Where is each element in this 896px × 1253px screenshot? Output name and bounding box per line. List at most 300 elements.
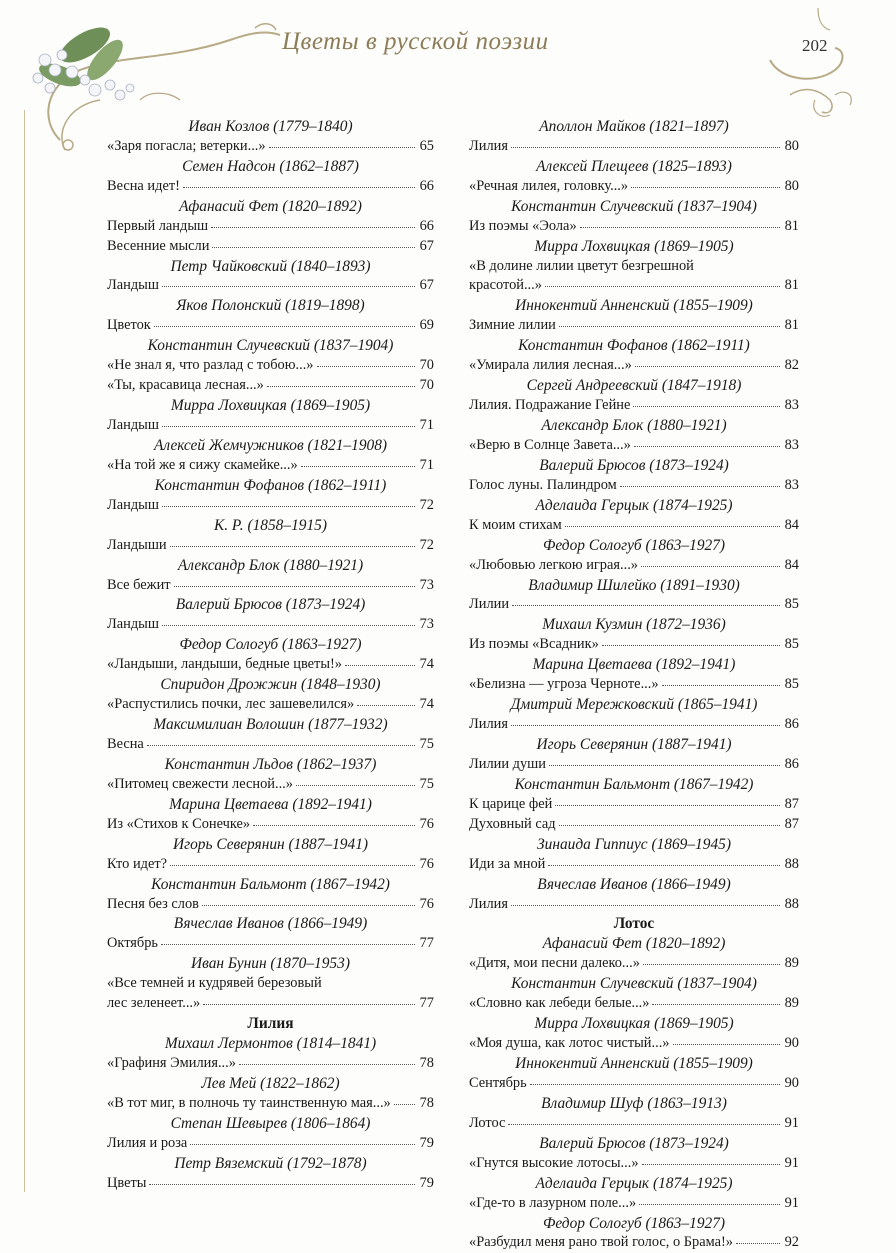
entry-page-number: 67: [418, 276, 434, 296]
dot-leader: [162, 426, 415, 427]
toc-author: [469, 197, 799, 217]
toc-entry: [107, 217, 434, 237]
toc-author: [469, 695, 799, 715]
entry-page-number: 83: [783, 436, 799, 456]
author-name: Афанасий Фет (1820–1892): [543, 934, 726, 954]
toc-entry: [469, 137, 799, 157]
toc-entry: [107, 1054, 434, 1074]
dot-leader: [267, 386, 415, 387]
dot-leader: [212, 247, 415, 248]
toc-author: [107, 1074, 434, 1094]
entry-page-number: 87: [783, 815, 799, 835]
dot-leader: [580, 227, 780, 228]
dot-leader: [269, 147, 415, 148]
running-header-title: Цветы в русской поэзии: [282, 28, 549, 56]
toc-author: [469, 655, 799, 675]
entry-page-number: 74: [418, 695, 434, 715]
toc-entry: [469, 1114, 799, 1134]
toc-section-heading: [107, 1014, 434, 1034]
author-name: Мирра Лохвицкая (1869–1905): [534, 237, 733, 257]
toc-author: [107, 516, 434, 536]
toc-entry: [107, 775, 434, 795]
entry-title: «Заря погасла; ветерки...»: [107, 137, 266, 157]
entry-title: Из «Стихов к Сонечке»: [107, 815, 250, 835]
toc-entry: [107, 237, 434, 257]
entry-title: Из поэмы «Всадник»: [469, 635, 599, 655]
entry-title: К царице фей: [469, 795, 552, 815]
toc-author: [107, 257, 434, 277]
entry-title: «На той же я сижу скамейке...»: [107, 456, 298, 476]
entry-page-number: 86: [783, 755, 799, 775]
toc-entry: [469, 217, 799, 237]
entry-title: лес зеленеет...»: [107, 994, 200, 1014]
dot-leader: [239, 1064, 415, 1065]
author-name: Валерий Брюсов (1873–1924): [539, 456, 729, 476]
toc-entry: [107, 695, 434, 715]
toc-entry-continued: [107, 974, 434, 994]
entry-page-number: 81: [783, 276, 799, 296]
entry-title: Зимние лилии: [469, 316, 556, 336]
entry-page-number: 81: [783, 217, 799, 237]
toc-author: [107, 476, 434, 496]
author-name: Константин Бальмонт (1867–1942): [151, 875, 390, 895]
author-name: Валерий Брюсов (1873–1924): [176, 595, 366, 615]
entry-page-number: 83: [783, 396, 799, 416]
entry-page-number: 74: [418, 655, 434, 675]
dot-leader: [211, 227, 415, 228]
entry-title: Сентябрь: [469, 1074, 527, 1094]
author-name: Владимир Шилейко (1891–1930): [528, 576, 740, 596]
entry-page-number: 66: [418, 217, 434, 237]
entry-page-number: 87: [783, 795, 799, 815]
toc-author: [469, 416, 799, 436]
author-name: Иннокентий Анненский (1855–1909): [515, 1054, 753, 1074]
toc-entry: [107, 456, 434, 476]
toc-author: [107, 715, 434, 735]
toc-entry: [469, 795, 799, 815]
entry-title: Весенние мысли: [107, 237, 209, 257]
entry-title: «Не знал я, что разлад с тобою...»: [107, 356, 314, 376]
entry-title: «Где-то в лазурном поле...»: [469, 1194, 636, 1214]
entry-title: «Умирала лилия лесная...»: [469, 356, 632, 376]
entry-title: Духовный сад: [469, 815, 556, 835]
toc-author: [107, 755, 434, 775]
entry-title: Октябрь: [107, 934, 158, 954]
toc-entry: [107, 316, 434, 336]
entry-title: «Верю в Солнце Завета...»: [469, 436, 631, 456]
dot-leader: [170, 865, 415, 866]
toc-entry: [107, 536, 434, 556]
entry-page-number: 90: [783, 1074, 799, 1094]
author-name: Иван Козлов (1779–1840): [188, 117, 352, 137]
entry-page-number: 80: [783, 177, 799, 197]
entry-page-number: 67: [418, 237, 434, 257]
entry-title: «В долине лилии цветут безгрешной: [469, 257, 799, 277]
dot-leader: [530, 1084, 780, 1085]
author-name: Вячеслав Иванов (1866–1949): [537, 875, 730, 895]
entry-page-number: 83: [783, 476, 799, 496]
entry-title: «Гнутся высокие лотосы...»: [469, 1154, 639, 1174]
author-name: Алексей Жемчужников (1821–1908): [154, 436, 387, 456]
entry-page-number: 90: [783, 1034, 799, 1054]
dot-leader: [673, 1044, 781, 1045]
dot-leader: [662, 685, 780, 686]
author-name: Аделаида Герцык (1874–1925): [536, 1174, 733, 1194]
author-name: Иннокентий Анненский (1855–1909): [515, 296, 753, 316]
entry-page-number: 80: [783, 137, 799, 157]
entry-page-number: 92: [783, 1233, 799, 1253]
dot-leader: [190, 1144, 415, 1145]
toc-author: [469, 934, 799, 954]
entry-title: Лилия и роза: [107, 1134, 187, 1154]
author-name: Константин Фофанов (1862–1911): [155, 476, 387, 496]
author-name: Владимир Шуф (1863–1913): [541, 1094, 727, 1114]
toc-author: [107, 875, 434, 895]
toc-entry: [107, 934, 434, 954]
toc-entry: [469, 1234, 799, 1253]
entry-page-number: 73: [418, 615, 434, 635]
entry-page-number: 84: [783, 556, 799, 576]
toc-author: [469, 775, 799, 795]
dot-leader: [511, 905, 780, 906]
entry-title: «Ты, красавица лесная...»: [107, 376, 264, 396]
entry-title: Лилия: [469, 137, 508, 157]
toc-author: [469, 536, 799, 556]
entry-title: Лотос: [469, 1114, 505, 1134]
entry-page-number: 84: [783, 516, 799, 536]
dot-leader: [633, 406, 780, 407]
toc-author: [469, 456, 799, 476]
dot-leader: [149, 1184, 415, 1185]
toc-entry: [469, 815, 799, 835]
dot-leader: [736, 1243, 780, 1244]
entry-title: «Разбудил меня рано твой голос, о Брама!»: [469, 1233, 733, 1253]
entry-page-number: 82: [783, 356, 799, 376]
entry-page-number: 88: [783, 855, 799, 875]
toc-author: [107, 296, 434, 316]
dot-leader: [203, 1004, 415, 1005]
dot-leader: [154, 326, 415, 327]
section-title: Лилия: [247, 1014, 293, 1034]
entry-page-number: 77: [418, 994, 434, 1014]
author-name: Игорь Северянин (1887–1941): [173, 835, 368, 855]
page-number: 202: [802, 36, 828, 56]
toc-author: [469, 157, 799, 177]
toc-author: [469, 1174, 799, 1194]
entry-page-number: 79: [418, 1174, 434, 1194]
author-name: Мирра Лохвицкая (1869–1905): [171, 396, 370, 416]
entry-title: Ландыш: [107, 496, 159, 516]
author-name: Петр Чайковский (1840–1893): [171, 257, 371, 277]
entry-title: красотой...»: [469, 276, 542, 296]
margin-rule: [24, 110, 25, 1192]
entry-title: Ландыш: [107, 615, 159, 635]
dot-leader: [301, 466, 415, 467]
entry-page-number: 77: [418, 934, 434, 954]
author-name: Аполлон Майков (1821–1897): [539, 117, 729, 137]
toc-entry: [469, 436, 799, 456]
toc-author: [107, 1114, 434, 1134]
entry-title: Лилия. Подражание Гейне: [469, 396, 630, 416]
section-title: Лотос: [614, 914, 654, 934]
dot-leader: [639, 1204, 780, 1205]
entry-title: «Распустились почки, лес зашевелился»: [107, 695, 354, 715]
toc-author: [469, 496, 799, 516]
toc-section-heading: [469, 915, 799, 935]
toc-column-left: [107, 117, 434, 1194]
author-name: Марина Цветаева (1892–1941): [169, 795, 372, 815]
toc-author: [107, 795, 434, 815]
toc-entry: [107, 994, 434, 1014]
entry-page-number: 89: [783, 954, 799, 974]
toc-author: [469, 376, 799, 396]
dot-leader: [631, 187, 780, 188]
entry-page-number: 72: [418, 536, 434, 556]
entry-title: Кто идет?: [107, 855, 167, 875]
dot-leader: [394, 1104, 415, 1105]
entry-title: «В тот миг, в полночь ту таинственную мая...»: [107, 1094, 391, 1114]
entry-title: «Любовью легкою играя...»: [469, 556, 638, 576]
dot-leader: [317, 366, 416, 367]
dot-leader: [174, 586, 415, 587]
author-name: Сергей Андреевский (1847–1918): [527, 376, 742, 396]
entry-page-number: 78: [418, 1094, 434, 1114]
entry-title: «Графиня Эмилия...»: [107, 1054, 236, 1074]
dot-leader: [641, 566, 780, 567]
toc-entry: [107, 1094, 434, 1114]
author-name: Мирра Лохвицкая (1869–1905): [534, 1014, 733, 1034]
dot-leader: [147, 745, 415, 746]
dot-leader: [652, 1004, 780, 1005]
dot-leader: [634, 446, 780, 447]
author-name: Петр Вяземский (1792–1878): [174, 1154, 366, 1174]
author-name: Валерий Брюсов (1873–1924): [539, 1134, 729, 1154]
entry-title: Лилия: [469, 895, 508, 915]
dot-leader: [162, 286, 415, 287]
entry-title: Ландыши: [107, 536, 167, 556]
entry-title: Иди за мной: [469, 855, 545, 875]
toc-author: [107, 675, 434, 695]
toc-author: [469, 1014, 799, 1034]
toc-entry: [469, 476, 799, 496]
entry-title: Лилии: [469, 595, 509, 615]
author-name: Аделаида Герцык (1874–1925): [536, 496, 733, 516]
author-name: Яков Полонский (1819–1898): [176, 296, 364, 316]
entry-page-number: 66: [418, 177, 434, 197]
author-name: Константин Льдов (1862–1937): [165, 755, 377, 775]
toc-entry: [469, 895, 799, 915]
toc-entry: [469, 1034, 799, 1054]
entry-title: Лилии души: [469, 755, 546, 775]
toc-author: [469, 1214, 799, 1234]
toc-entry: [469, 596, 799, 616]
entry-title: Песня без слов: [107, 895, 199, 915]
toc-author: [469, 735, 799, 755]
toc-author: [469, 974, 799, 994]
entry-page-number: 79: [418, 1134, 434, 1154]
entry-page-number: 72: [418, 496, 434, 516]
toc-author: [107, 157, 434, 177]
toc-entry: [107, 855, 434, 875]
entry-page-number: 88: [783, 895, 799, 915]
entry-page-number: 75: [418, 775, 434, 795]
dot-leader: [549, 765, 780, 766]
entry-title: Весна: [107, 735, 144, 755]
author-name: Дмитрий Мережковский (1865–1941): [511, 695, 758, 715]
entry-page-number: 71: [418, 456, 434, 476]
toc-author: [469, 875, 799, 895]
toc-entry: [469, 755, 799, 775]
author-name: Александр Блок (1880–1921): [178, 556, 363, 576]
dot-leader: [643, 964, 780, 965]
toc-author: [107, 954, 434, 974]
author-name: Степан Шевырев (1806–1864): [171, 1114, 371, 1134]
dot-leader: [511, 725, 780, 726]
dot-leader: [642, 1164, 780, 1165]
toc-author: [469, 336, 799, 356]
entry-page-number: 69: [418, 316, 434, 336]
toc-entry: [107, 376, 434, 396]
author-name: Константин Случевский (1837–1904): [511, 974, 757, 994]
toc-author: [107, 1034, 434, 1054]
entry-title: Голос луны. Палиндром: [469, 476, 617, 496]
toc-entry: [107, 356, 434, 376]
toc-entry: [107, 655, 434, 675]
author-name: Зинаида Гиппиус (1869–1945): [537, 835, 731, 855]
dot-leader: [202, 905, 415, 906]
entry-page-number: 91: [783, 1194, 799, 1214]
entry-page-number: 85: [783, 635, 799, 655]
dot-leader: [253, 825, 415, 826]
dot-leader: [511, 147, 780, 148]
toc-entry: [469, 855, 799, 875]
toc-entry: [469, 954, 799, 974]
author-name: Лев Мей (1822–1862): [201, 1074, 339, 1094]
toc-entry: [107, 1134, 434, 1154]
entry-page-number: 91: [783, 1114, 799, 1134]
entry-page-number: 76: [418, 815, 434, 835]
dot-leader: [559, 825, 780, 826]
dot-leader: [635, 366, 780, 367]
author-name: Константин Случевский (1837–1904): [511, 197, 757, 217]
author-name: Михаил Лермонтов (1814–1841): [165, 1034, 376, 1054]
dot-leader: [545, 286, 780, 287]
toc-author: [107, 635, 434, 655]
toc-author: [469, 576, 799, 596]
entry-title: Цветок: [107, 316, 151, 336]
entry-page-number: 91: [783, 1154, 799, 1174]
entry-title: «Дитя, мои песни далеко...»: [469, 954, 640, 974]
toc-author: [107, 117, 434, 137]
toc-author: [107, 396, 434, 416]
entry-title: «Словно как лебеди белые...»: [469, 994, 649, 1014]
dot-leader: [565, 526, 780, 527]
toc-entry: [469, 994, 799, 1014]
toc-entry: [469, 316, 799, 336]
toc-entry: [469, 277, 799, 297]
entry-title: «Все темней и кудрявей березовый: [107, 974, 434, 994]
toc-column-right: [469, 117, 799, 1253]
toc-entry: [107, 815, 434, 835]
toc-author: [469, 835, 799, 855]
toc-entry-continued: [469, 257, 799, 277]
toc-entry: [469, 396, 799, 416]
dot-leader: [620, 486, 780, 487]
toc-author: [469, 615, 799, 635]
entry-page-number: 85: [783, 675, 799, 695]
author-name: Спиридон Дрожжин (1848–1930): [160, 675, 380, 695]
toc-entry: [469, 715, 799, 735]
entry-title: К моим стихам: [469, 516, 562, 536]
toc-author: [469, 117, 799, 137]
toc-author: [469, 296, 799, 316]
entry-title: «Моя душа, как лотос чистый...»: [469, 1034, 670, 1054]
dot-leader: [162, 625, 415, 626]
toc-entry: [107, 895, 434, 915]
toc-entry: [107, 615, 434, 635]
entry-page-number: 71: [418, 416, 434, 436]
dot-leader: [602, 645, 780, 646]
toc-entry: [107, 137, 434, 157]
author-name: Александр Блок (1880–1921): [541, 416, 726, 436]
author-name: Константин Случевский (1837–1904): [148, 336, 394, 356]
toc-author: [107, 556, 434, 576]
entry-title: «Питомец свежести лесной...»: [107, 775, 293, 795]
author-name: Афанасий Фет (1820–1892): [179, 197, 362, 217]
toc-entry: [469, 516, 799, 536]
author-name: Марина Цветаева (1892–1941): [533, 655, 736, 675]
author-name: Михаил Кузмин (1872–1936): [542, 615, 725, 635]
toc-entry: [469, 635, 799, 655]
dot-leader: [345, 665, 415, 666]
author-name: Константин Бальмонт (1867–1942): [515, 775, 754, 795]
entry-page-number: 85: [783, 595, 799, 615]
author-name: Максимилиан Волошин (1877–1932): [153, 715, 387, 735]
entry-title: «Белизна — угроза Черноте...»: [469, 675, 659, 695]
toc-author: [107, 835, 434, 855]
toc-entry: [469, 1154, 799, 1174]
toc-author: [107, 336, 434, 356]
author-name: Константин Фофанов (1862–1911): [518, 336, 750, 356]
entry-page-number: 89: [783, 994, 799, 1014]
toc-entry: [469, 1074, 799, 1094]
toc-author: [469, 237, 799, 257]
entry-title: Весна идет!: [107, 177, 180, 197]
dot-leader: [161, 944, 415, 945]
toc-author: [107, 915, 434, 935]
entry-page-number: 86: [783, 715, 799, 735]
author-name: Вячеслав Иванов (1866–1949): [174, 914, 367, 934]
toc-entry: [469, 177, 799, 197]
author-name: Игорь Северянин (1887–1941): [536, 735, 731, 755]
author-name: Федор Сологуб (1863–1927): [543, 1214, 725, 1234]
dot-leader: [508, 1124, 780, 1125]
toc-author: [107, 596, 434, 616]
toc-entry: [107, 576, 434, 596]
entry-page-number: 70: [418, 376, 434, 396]
toc-entry: [107, 416, 434, 436]
dot-leader: [548, 865, 780, 866]
entry-page-number: 65: [418, 137, 434, 157]
entry-page-number: 78: [418, 1054, 434, 1074]
toc-author: [107, 436, 434, 456]
entry-title: Ландыш: [107, 276, 159, 296]
entry-title: Все бежит: [107, 576, 171, 596]
dot-leader: [183, 187, 415, 188]
author-name: Алексей Плещеев (1825–1893): [536, 157, 732, 177]
toc-entry: [107, 277, 434, 297]
entry-title: Лилия: [469, 715, 508, 735]
